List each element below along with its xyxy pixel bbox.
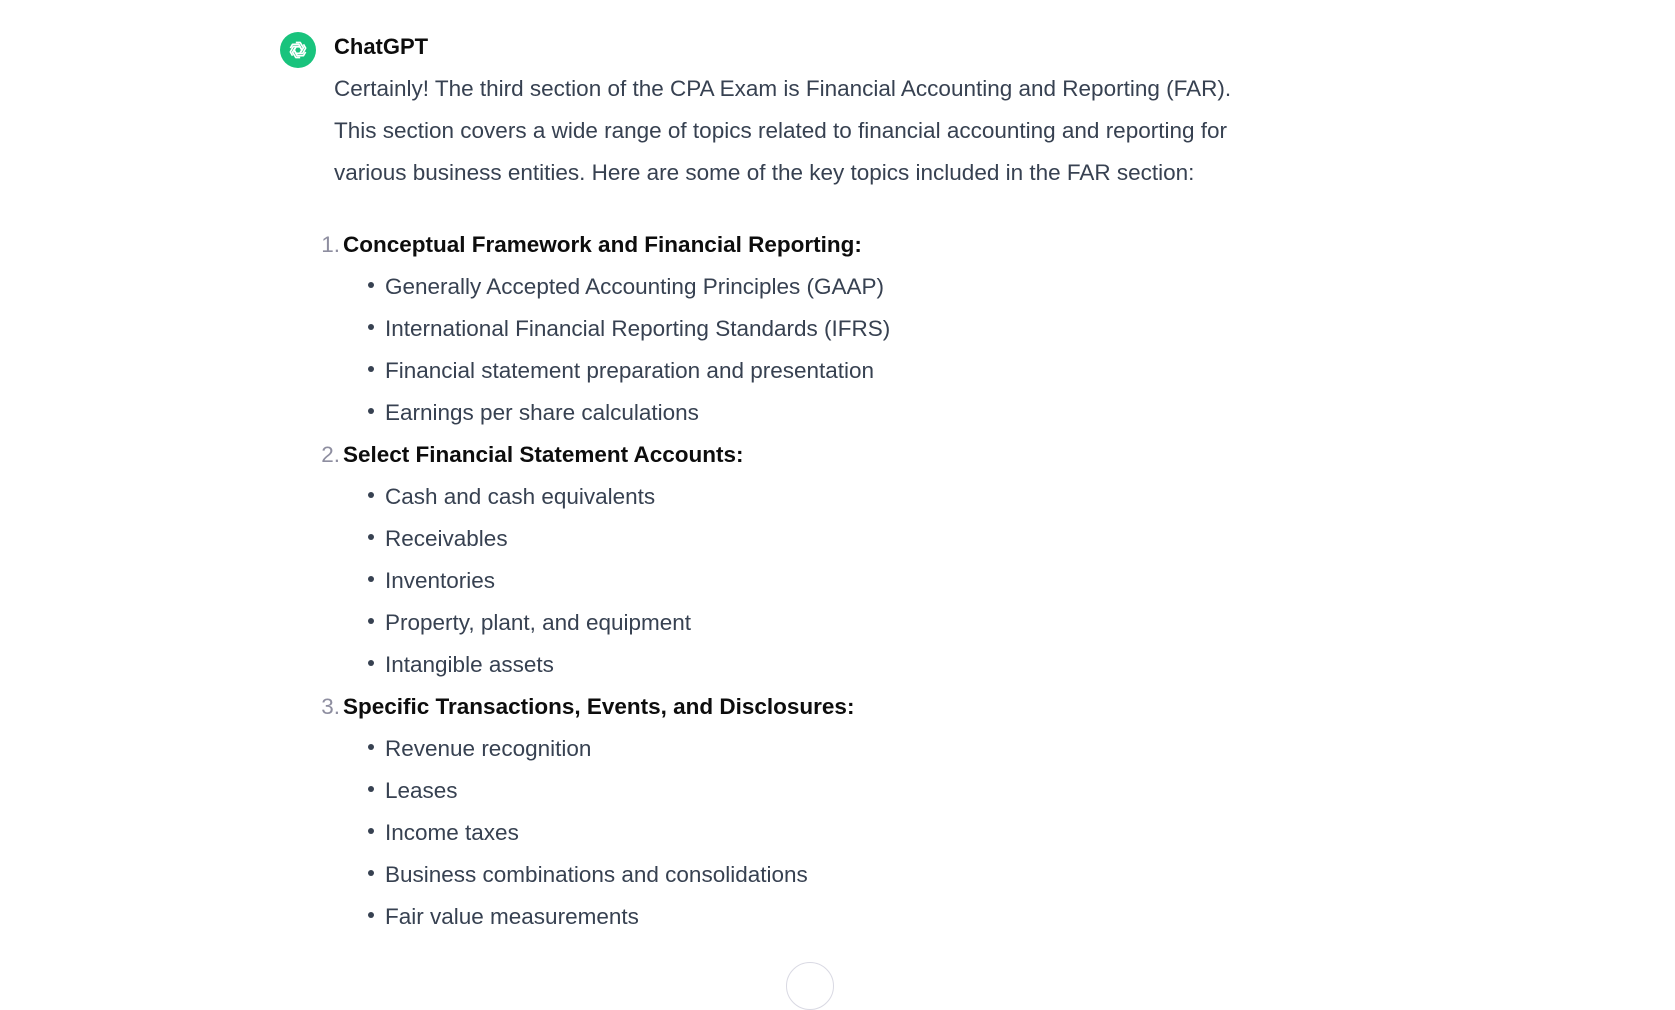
bullet-icon [368, 366, 374, 372]
topic-item [385, 770, 1260, 812]
topic-text: Fair value measurements [385, 904, 639, 929]
topic-item [385, 350, 1260, 392]
topic-item [385, 560, 1260, 602]
bullet-icon [368, 912, 374, 918]
assistant-avatar [280, 32, 316, 68]
topic-text: Financial statement preparation and presentation [385, 358, 875, 383]
topic-text: Business combinations and consolidations [385, 862, 808, 887]
topic-list [343, 266, 1260, 434]
topic-item [385, 644, 1260, 686]
bullet-icon [368, 324, 374, 330]
topic-item [385, 518, 1260, 560]
bullet-icon [368, 492, 374, 498]
section-item [321, 224, 1260, 434]
section-number: 1. [321, 232, 340, 257]
section-title: Conceptual Framework and Financial Reporting: [343, 232, 862, 257]
topic-text: Cash and cash equivalents [385, 484, 656, 509]
message-content [321, 30, 1260, 938]
section-title: Specific Transactions, Events, and Disclosures: [343, 694, 855, 719]
bullet-icon [368, 828, 374, 834]
topic-list [343, 728, 1260, 938]
bullet-icon [368, 408, 374, 414]
topic-item [385, 854, 1260, 896]
topic-text: Revenue recognition [385, 736, 592, 761]
bullet-icon [368, 618, 374, 624]
topic-item [385, 392, 1260, 434]
bullet-icon [368, 870, 374, 876]
section-number: 2. [321, 442, 340, 467]
topic-item [385, 602, 1260, 644]
section-item [321, 434, 1260, 686]
topic-text: Intangible assets [385, 652, 554, 677]
topic-item [385, 476, 1260, 518]
topic-item [385, 812, 1260, 854]
section-title: Select Financial Statement Accounts: [343, 442, 744, 467]
bullet-icon [368, 534, 374, 540]
topic-item [385, 896, 1260, 938]
section-number: 3. [321, 694, 340, 719]
topic-item [385, 308, 1260, 350]
topic-text: Leases [385, 778, 458, 803]
bullet-icon [368, 786, 374, 792]
topic-sections-list [321, 224, 1260, 938]
message-intro: Certainly! The third section of the CPA Exam is Financial Accounting and Reporting (FAR). This section covers a wide range of topics related to financial accounting and reporting for various business entities. Here are some of the key topics included in the FAR section: [334, 76, 1232, 185]
message-author: ChatGPT [334, 34, 429, 59]
bullet-icon [368, 576, 374, 582]
topic-text: Receivables [385, 526, 508, 551]
topic-item [385, 266, 1260, 308]
section-item [321, 686, 1260, 938]
topic-text: Inventories [385, 568, 496, 593]
topic-text: Property, plant, and equipment [385, 610, 692, 635]
openai-logo-icon [285, 37, 311, 63]
topic-text: International Financial Reporting Standards (IFRS) [385, 316, 891, 341]
bullet-icon [368, 282, 374, 288]
topic-text: Income taxes [385, 820, 519, 845]
bullet-icon [368, 744, 374, 750]
topic-list [343, 476, 1260, 686]
bullet-icon [368, 660, 374, 666]
topic-item [385, 728, 1260, 770]
scroll-to-bottom-button[interactable] [786, 962, 834, 1010]
topic-text: Earnings per share calculations [385, 400, 699, 425]
topic-text: Generally Accepted Accounting Principles (GAAP) [385, 274, 884, 299]
